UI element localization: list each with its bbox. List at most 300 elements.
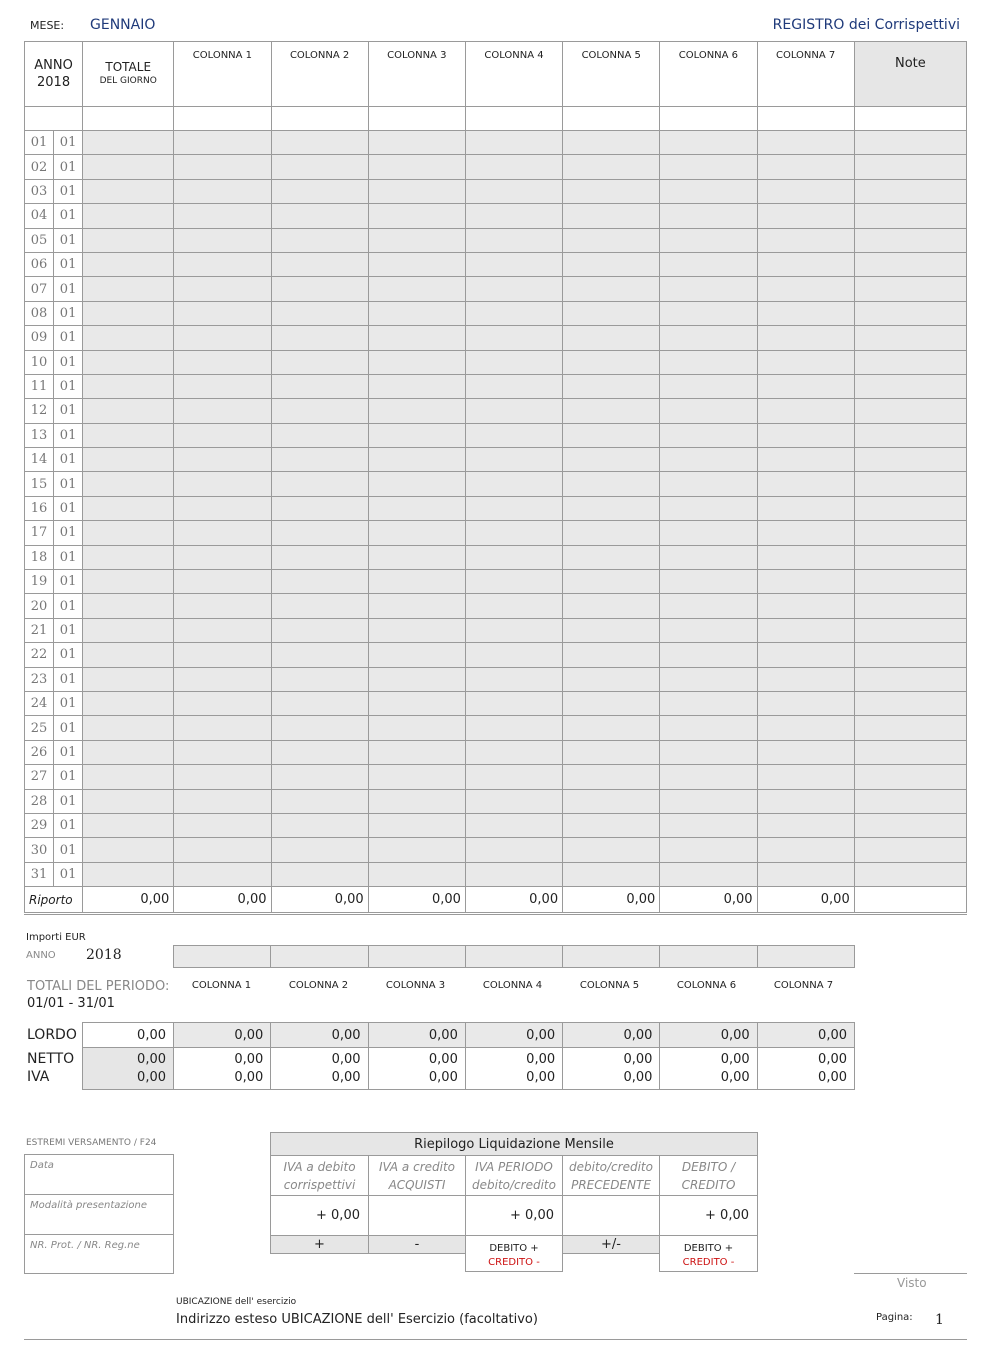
day-cell[interactable] [757,570,854,594]
day-cell[interactable] [563,862,660,886]
day-cell[interactable] [660,813,757,837]
day-cell[interactable] [174,643,271,667]
day-cell[interactable] [368,545,465,569]
day-cell[interactable] [660,374,757,398]
day-cell[interactable] [174,472,271,496]
day-cell[interactable] [83,399,174,423]
day-cell[interactable] [271,301,368,325]
day-cell[interactable] [757,374,854,398]
day-cell[interactable] [563,618,660,642]
day-cell[interactable] [83,813,174,837]
day-cell[interactable] [368,594,465,618]
day-cell[interactable] [83,691,174,715]
day-cell[interactable] [465,374,562,398]
day-cell[interactable] [563,350,660,374]
day-cell[interactable] [660,399,757,423]
day-cell[interactable] [563,765,660,789]
day-cell[interactable] [83,204,174,228]
day-cell[interactable] [757,228,854,252]
day-cell[interactable] [563,594,660,618]
day-cell[interactable] [757,399,854,423]
day-cell[interactable] [271,594,368,618]
day-cell[interactable] [854,618,966,642]
day-cell[interactable] [465,301,562,325]
day-cell[interactable] [83,155,174,179]
day-cell[interactable] [465,765,562,789]
day-cell[interactable] [757,594,854,618]
day-cell[interactable] [368,740,465,764]
day-cell[interactable] [465,228,562,252]
day-cell[interactable] [465,740,562,764]
input-cell[interactable] [660,107,757,131]
day-cell[interactable] [660,716,757,740]
day-cell[interactable] [368,350,465,374]
day-cell[interactable] [271,350,368,374]
day-cell[interactable] [854,716,966,740]
day-cell[interactable] [368,131,465,155]
day-cell[interactable] [660,667,757,691]
input-cell[interactable] [83,107,174,131]
day-cell[interactable] [465,448,562,472]
day-cell[interactable] [83,301,174,325]
day-cell[interactable] [563,131,660,155]
day-cell[interactable] [757,618,854,642]
day-cell[interactable] [854,399,966,423]
input-cell[interactable] [271,107,368,131]
day-cell[interactable] [271,740,368,764]
day-cell[interactable] [563,472,660,496]
day-cell[interactable] [854,326,966,350]
day-cell[interactable] [854,423,966,447]
day-cell[interactable] [465,179,562,203]
day-cell[interactable] [174,521,271,545]
day-cell[interactable] [368,496,465,520]
day-cell[interactable] [757,691,854,715]
day-cell[interactable] [660,862,757,886]
day-cell[interactable] [757,789,854,813]
day-cell[interactable] [271,545,368,569]
day-cell[interactable] [83,496,174,520]
input-cell[interactable] [174,107,271,131]
day-cell[interactable] [271,131,368,155]
day-cell[interactable] [465,838,562,862]
day-cell[interactable] [854,862,966,886]
day-cell[interactable] [660,252,757,276]
day-cell[interactable] [757,496,854,520]
day-cell[interactable] [83,570,174,594]
day-cell[interactable] [174,545,271,569]
day-cell[interactable] [271,570,368,594]
day-cell[interactable] [83,131,174,155]
day-cell[interactable] [465,862,562,886]
day-cell[interactable] [83,521,174,545]
day-cell[interactable] [854,228,966,252]
day-cell[interactable] [271,618,368,642]
day-cell[interactable] [465,521,562,545]
day-cell[interactable] [174,862,271,886]
day-cell[interactable] [83,179,174,203]
day-cell[interactable] [854,521,966,545]
day-cell[interactable] [563,423,660,447]
day-cell[interactable] [174,740,271,764]
day-cell[interactable] [368,838,465,862]
day-cell[interactable] [368,618,465,642]
day-cell[interactable] [83,472,174,496]
precedente-value[interactable] [563,1196,660,1236]
day-cell[interactable] [660,618,757,642]
day-cell[interactable] [854,667,966,691]
day-cell[interactable] [465,716,562,740]
input-cell[interactable] [854,107,966,131]
day-cell[interactable] [854,570,966,594]
day-cell[interactable] [465,496,562,520]
day-cell[interactable] [563,813,660,837]
day-cell[interactable] [174,228,271,252]
day-cell[interactable] [368,301,465,325]
day-cell[interactable] [757,131,854,155]
day-cell[interactable] [174,277,271,301]
day-cell[interactable] [854,155,966,179]
day-cell[interactable] [854,838,966,862]
day-cell[interactable] [854,643,966,667]
day-cell[interactable] [660,570,757,594]
day-cell[interactable] [854,374,966,398]
day-cell[interactable] [757,252,854,276]
day-cell[interactable] [660,155,757,179]
day-cell[interactable] [757,521,854,545]
day-cell[interactable] [563,667,660,691]
day-cell[interactable] [465,570,562,594]
day-cell[interactable] [757,179,854,203]
day-cell[interactable] [660,838,757,862]
day-cell[interactable] [563,399,660,423]
day-cell[interactable] [174,252,271,276]
day-cell[interactable] [854,277,966,301]
day-cell[interactable] [854,350,966,374]
day-cell[interactable] [368,716,465,740]
day-cell[interactable] [83,643,174,667]
day-cell[interactable] [660,472,757,496]
day-cell[interactable] [83,838,174,862]
day-cell[interactable] [563,155,660,179]
day-cell[interactable] [757,472,854,496]
day-cell[interactable] [83,252,174,276]
day-cell[interactable] [854,301,966,325]
day-cell[interactable] [368,374,465,398]
day-cell[interactable] [854,789,966,813]
day-cell[interactable] [174,570,271,594]
day-cell[interactable] [465,813,562,837]
day-cell[interactable] [563,204,660,228]
day-cell[interactable] [174,667,271,691]
day-row [25,496,967,520]
day-cell[interactable] [368,277,465,301]
day-cell[interactable] [271,204,368,228]
day-number: 02 [25,155,54,179]
day-cell[interactable] [660,179,757,203]
day-cell[interactable] [368,521,465,545]
day-cell[interactable] [368,789,465,813]
day-cell[interactable] [174,448,271,472]
day-cell[interactable] [174,374,271,398]
day-cell[interactable] [465,789,562,813]
input-cell[interactable] [757,107,854,131]
day-cell[interactable] [854,545,966,569]
day-cell[interactable] [83,740,174,764]
day-cell[interactable] [660,423,757,447]
day-cell[interactable] [83,594,174,618]
input-cell[interactable] [368,107,465,131]
day-cell[interactable] [368,179,465,203]
day-cell[interactable] [465,667,562,691]
day-cell[interactable] [563,277,660,301]
day-cell[interactable] [174,691,271,715]
day-cell[interactable] [854,740,966,764]
day-cell[interactable] [174,765,271,789]
day-cell[interactable] [368,228,465,252]
day-cell[interactable] [563,570,660,594]
day-cell[interactable] [271,789,368,813]
day-cell[interactable] [465,545,562,569]
day-cell[interactable] [368,643,465,667]
day-cell[interactable] [563,301,660,325]
day-cell[interactable] [83,667,174,691]
day-cell[interactable] [368,472,465,496]
day-cell[interactable] [660,326,757,350]
day-cell[interactable] [368,326,465,350]
day-cell[interactable] [757,862,854,886]
day-cell[interactable] [465,326,562,350]
day-cell[interactable] [83,862,174,886]
day-cell[interactable] [563,374,660,398]
day-cell[interactable] [465,594,562,618]
day-cell[interactable] [660,594,757,618]
day-cell[interactable] [174,350,271,374]
day-cell[interactable] [271,496,368,520]
day-cell[interactable] [368,765,465,789]
day-cell[interactable] [83,716,174,740]
day-cell[interactable] [563,838,660,862]
day-cell[interactable] [757,350,854,374]
iva-credito-value[interactable] [369,1196,466,1236]
day-cell[interactable] [465,277,562,301]
day-cell[interactable] [757,204,854,228]
day-cell[interactable] [465,155,562,179]
day-cell[interactable] [83,545,174,569]
day-cell[interactable] [660,448,757,472]
day-cell[interactable] [271,374,368,398]
day-cell[interactable] [271,179,368,203]
day-cell[interactable] [83,423,174,447]
day-cell[interactable] [368,399,465,423]
day-cell[interactable] [757,277,854,301]
day-cell[interactable] [757,765,854,789]
day-cell[interactable] [83,277,174,301]
day-cell[interactable] [174,716,271,740]
debito-credito-value: + 0,00 [660,1196,758,1236]
f24-data-field[interactable] [25,1155,173,1195]
day-cell[interactable] [854,252,966,276]
day-cell[interactable] [854,496,966,520]
day-cell[interactable] [271,667,368,691]
day-cell[interactable] [465,643,562,667]
day-cell[interactable] [563,545,660,569]
day-cell[interactable] [174,838,271,862]
day-cell[interactable] [660,691,757,715]
day-cell[interactable] [83,789,174,813]
day-cell[interactable] [465,399,562,423]
day-cell[interactable] [83,448,174,472]
day-cell[interactable] [660,765,757,789]
day-cell[interactable] [368,691,465,715]
day-cell[interactable] [271,326,368,350]
day-cell[interactable] [271,838,368,862]
day-cell[interactable] [757,326,854,350]
day-cell[interactable] [368,423,465,447]
day-cell[interactable] [465,350,562,374]
day-cell[interactable] [174,789,271,813]
day-cell[interactable] [660,277,757,301]
day-cell[interactable] [563,496,660,520]
day-cell[interactable] [854,131,966,155]
day-cell[interactable] [757,423,854,447]
day-cell[interactable] [83,350,174,374]
day-cell[interactable] [660,643,757,667]
day-cell[interactable] [465,691,562,715]
day-cell[interactable] [174,204,271,228]
day-cell[interactable] [271,862,368,886]
day-cell[interactable] [465,252,562,276]
day-cell[interactable] [757,740,854,764]
day-cell[interactable] [757,667,854,691]
day-cell[interactable] [271,228,368,252]
day-cell[interactable] [271,813,368,837]
day-cell[interactable] [271,277,368,301]
day-cell[interactable] [271,399,368,423]
day-cell[interactable] [854,179,966,203]
input-cell[interactable] [465,107,562,131]
day-cell[interactable] [368,813,465,837]
day-cell[interactable] [757,643,854,667]
day-cell[interactable] [660,131,757,155]
day-cell[interactable] [854,204,966,228]
day-cell[interactable] [563,716,660,740]
day-cell[interactable] [660,545,757,569]
day-cell[interactable] [757,813,854,837]
day-cell[interactable] [465,472,562,496]
day-cell[interactable] [465,204,562,228]
day-cell[interactable] [271,643,368,667]
day-cell[interactable] [83,326,174,350]
day-cell[interactable] [174,813,271,837]
day-cell[interactable] [271,252,368,276]
day-cell[interactable] [83,618,174,642]
day-cell[interactable] [563,228,660,252]
day-cell[interactable] [368,862,465,886]
day-cell[interactable] [660,301,757,325]
day-cell[interactable] [465,131,562,155]
day-cell[interactable] [368,204,465,228]
day-cell[interactable] [563,740,660,764]
day-cell[interactable] [465,423,562,447]
netto-value: 0,00 [720,1052,750,1067]
day-cell[interactable] [757,301,854,325]
day-cell[interactable] [465,618,562,642]
day-cell[interactable] [271,716,368,740]
day-cell[interactable] [854,813,966,837]
day-cell[interactable] [563,448,660,472]
day-cell[interactable] [174,131,271,155]
day-cell[interactable] [271,521,368,545]
day-cell[interactable] [174,155,271,179]
day-cell[interactable] [854,448,966,472]
day-cell[interactable] [271,155,368,179]
day-cell[interactable] [83,765,174,789]
day-cell[interactable] [854,691,966,715]
day-cell[interactable] [757,716,854,740]
day-cell[interactable] [368,667,465,691]
day-cell[interactable] [563,643,660,667]
day-cell[interactable] [83,374,174,398]
f24-prot-field[interactable] [25,1235,173,1275]
day-cell[interactable] [660,789,757,813]
day-cell[interactable] [757,155,854,179]
day-cell[interactable] [757,545,854,569]
day-cell[interactable] [368,252,465,276]
day-cell[interactable] [854,765,966,789]
day-cell[interactable] [271,691,368,715]
day-cell[interactable] [563,179,660,203]
day-cell[interactable] [563,252,660,276]
day-cell[interactable] [174,179,271,203]
day-cell[interactable] [660,740,757,764]
day-cell[interactable] [174,618,271,642]
day-cell[interactable] [563,789,660,813]
riporto-value: 0,00 [368,887,465,914]
input-cell[interactable] [563,107,660,131]
day-cell[interactable] [271,472,368,496]
day-cell[interactable] [271,448,368,472]
day-cell[interactable] [660,350,757,374]
day-cell[interactable] [660,521,757,545]
day-cell[interactable] [563,326,660,350]
day-cell[interactable] [271,423,368,447]
day-cell[interactable] [83,228,174,252]
day-cell[interactable] [563,691,660,715]
day-cell[interactable] [368,570,465,594]
day-cell[interactable] [174,496,271,520]
day-cell[interactable] [174,301,271,325]
day-cell[interactable] [368,155,465,179]
day-cell[interactable] [368,448,465,472]
day-cell[interactable] [660,228,757,252]
iva-value: 0,00 [234,1070,264,1085]
month-number: 01 [54,740,83,764]
day-cell[interactable] [757,448,854,472]
day-cell[interactable] [563,521,660,545]
day-cell[interactable] [854,594,966,618]
day-cell[interactable] [271,765,368,789]
day-cell[interactable] [660,496,757,520]
day-cell[interactable] [174,399,271,423]
day-cell[interactable] [757,838,854,862]
f24-modalita-field[interactable] [25,1195,173,1235]
day-cell[interactable] [660,204,757,228]
day-cell[interactable] [174,423,271,447]
day-cell[interactable] [174,326,271,350]
day-cell[interactable] [854,472,966,496]
day-cell[interactable] [174,594,271,618]
